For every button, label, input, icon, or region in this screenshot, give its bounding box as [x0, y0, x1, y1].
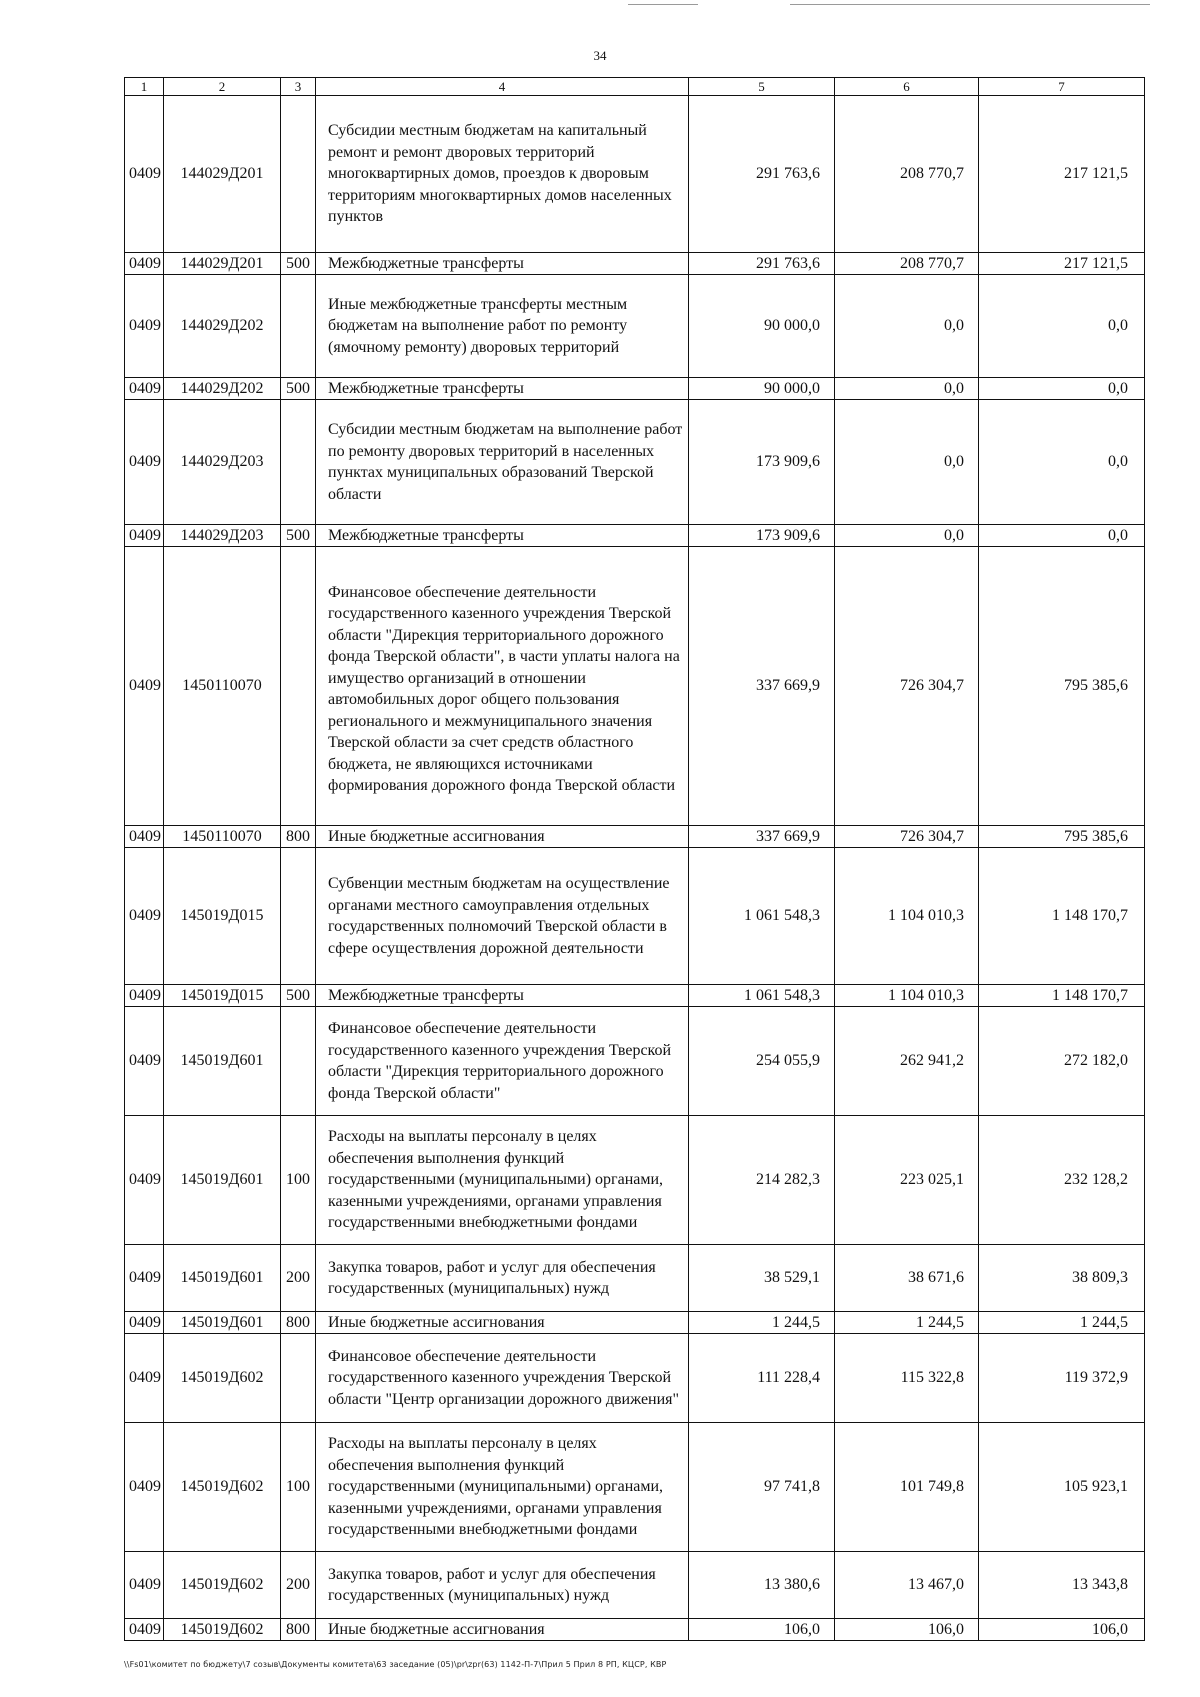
description-cell: Субвенции местным бюджетам на осуществление органами местного самоуправления отдельных государственных полномочий Тверской области в сфере осуществления дорожной деятельности — [316, 848, 689, 985]
amount-year3-cell: 217 121,5 — [979, 96, 1145, 253]
amount-year2-cell: 262 941,2 — [835, 1007, 979, 1116]
amount-year3-cell: 1 148 170,7 — [979, 985, 1145, 1007]
description-cell: Расходы на выплаты персоналу в целях обеспечения выполнения функций государственными (муниципальными) органами, казенными учреждениями, органами управления государственными внебюджетными фондами — [316, 1423, 689, 1552]
target-article-cell: 145019Д602 — [164, 1334, 281, 1423]
target-article-cell: 145019Д602 — [164, 1552, 281, 1619]
amount-year2-cell: 726 304,7 — [835, 547, 979, 826]
description-cell: Финансовое обеспечение деятельности государственного казенного учреждения Тверской области "Дирекция территориального дорожного фонда Тверской области", в части уплаты налога на имущество организаций в отношении автомобильных дорог общего пользования регионального и межмуниципального значения Тверской области за счет средств областного бюджета, не являющихся источниками формирования дорожного фонда Тверской области — [316, 547, 689, 826]
expense-type-cell — [281, 400, 316, 525]
description-cell: Иные бюджетные ассигнования — [316, 826, 689, 848]
amount-year1-cell: 13 380,6 — [689, 1552, 835, 1619]
target-article-cell: 144029Д201 — [164, 253, 281, 275]
description-cell: Закупка товаров, работ и услуг для обеспечения государственных (муниципальных) нужд — [316, 1552, 689, 1619]
scan-artifact-line — [628, 4, 698, 5]
section-code-cell: 0409 — [125, 985, 164, 1007]
target-article-cell: 144029Д203 — [164, 525, 281, 547]
table-row — [125, 1116, 1145, 1245]
amount-year2-cell: 223 025,1 — [835, 1116, 979, 1245]
target-article-cell: 145019Д015 — [164, 848, 281, 985]
expense-type-cell: 200 — [281, 1245, 316, 1312]
target-article-cell: 144029Д203 — [164, 400, 281, 525]
amount-year2-cell: 1 104 010,3 — [835, 848, 979, 985]
header-cell: 6 — [835, 78, 979, 96]
amount-year3-cell: 1 244,5 — [979, 1312, 1145, 1334]
amount-year3-cell: 272 182,0 — [979, 1007, 1145, 1116]
amount-year3-cell: 795 385,6 — [979, 547, 1145, 826]
section-code-cell: 0409 — [125, 826, 164, 848]
expense-type-cell — [281, 547, 316, 826]
amount-year1-cell: 38 529,1 — [689, 1245, 835, 1312]
header-cell: 5 — [689, 78, 835, 96]
amount-year1-cell: 111 228,4 — [689, 1334, 835, 1423]
amount-year1-cell: 1 244,5 — [689, 1312, 835, 1334]
section-code-cell: 0409 — [125, 1245, 164, 1312]
amount-year1-cell: 254 055,9 — [689, 1007, 835, 1116]
amount-year3-cell: 0,0 — [979, 525, 1145, 547]
target-article-cell: 1450110070 — [164, 826, 281, 848]
expense-type-cell — [281, 1007, 316, 1116]
amount-year2-cell: 13 467,0 — [835, 1552, 979, 1619]
target-article-cell: 145019Д602 — [164, 1423, 281, 1552]
target-article-cell: 145019Д601 — [164, 1312, 281, 1334]
section-code-cell: 0409 — [125, 96, 164, 253]
header-row — [125, 78, 1145, 96]
header-cell: 7 — [979, 78, 1145, 96]
amount-year1-cell: 97 741,8 — [689, 1423, 835, 1552]
header-cell: 2 — [164, 78, 281, 96]
amount-year2-cell: 101 749,8 — [835, 1423, 979, 1552]
page-number: 34 — [593, 48, 607, 63]
expense-type-cell — [281, 275, 316, 378]
table-row — [125, 985, 1145, 1007]
table-row — [125, 826, 1145, 848]
amount-year1-cell: 173 909,6 — [689, 400, 835, 525]
table-row — [125, 96, 1145, 253]
amount-year3-cell: 106,0 — [979, 1619, 1145, 1641]
amount-year1-cell: 1 061 548,3 — [689, 985, 835, 1007]
section-code-cell: 0409 — [125, 378, 164, 400]
description-cell: Расходы на выплаты персоналу в целях обеспечения выполнения функций государственными (муниципальными) органами, казенными учреждениями, органами управления государственными внебюджетными фондами — [316, 1116, 689, 1245]
header-cell: 3 — [281, 78, 316, 96]
table-row — [125, 1619, 1145, 1641]
scan-artifact-line — [790, 4, 1150, 5]
description-cell: Иные бюджетные ассигнования — [316, 1619, 689, 1641]
target-article-cell: 145019Д601 — [164, 1245, 281, 1312]
description-cell: Межбюджетные трансферты — [316, 253, 689, 275]
description-cell: Межбюджетные трансферты — [316, 378, 689, 400]
amount-year3-cell: 0,0 — [979, 275, 1145, 378]
amount-year1-cell: 337 669,9 — [689, 547, 835, 826]
section-code-cell: 0409 — [125, 1423, 164, 1552]
description-cell: Субсидии местным бюджетам на выполнение работ по ремонту дворовых территорий в населенных пунктах муниципальных образований Тверской области — [316, 400, 689, 525]
description-cell: Финансовое обеспечение деятельности государственного казенного учреждения Тверской области "Дирекция территориального дорожного фонда Тверской области" — [316, 1007, 689, 1116]
section-code-cell: 0409 — [125, 1619, 164, 1641]
section-code-cell: 0409 — [125, 547, 164, 826]
amount-year2-cell: 106,0 — [835, 1619, 979, 1641]
expense-type-cell — [281, 96, 316, 253]
header-cell: 1 — [125, 78, 164, 96]
target-article-cell: 1450110070 — [164, 547, 281, 826]
table-row — [125, 275, 1145, 378]
table-row — [125, 1312, 1145, 1334]
description-cell: Иные бюджетные ассигнования — [316, 1312, 689, 1334]
amount-year3-cell: 0,0 — [979, 400, 1145, 525]
amount-year1-cell: 90 000,0 — [689, 275, 835, 378]
amount-year3-cell: 119 372,9 — [979, 1334, 1145, 1423]
target-article-cell: 144029Д201 — [164, 96, 281, 253]
amount-year2-cell: 1 104 010,3 — [835, 985, 979, 1007]
amount-year2-cell: 0,0 — [835, 275, 979, 378]
section-code-cell: 0409 — [125, 1116, 164, 1245]
table-row — [125, 848, 1145, 985]
amount-year1-cell: 1 061 548,3 — [689, 848, 835, 985]
amount-year2-cell: 0,0 — [835, 525, 979, 547]
expense-type-cell: 500 — [281, 985, 316, 1007]
expense-type-cell: 500 — [281, 378, 316, 400]
amount-year1-cell: 337 669,9 — [689, 826, 835, 848]
amount-year2-cell: 208 770,7 — [835, 253, 979, 275]
amount-year3-cell: 232 128,2 — [979, 1116, 1145, 1245]
expense-type-cell: 800 — [281, 1312, 316, 1334]
table-row — [125, 1552, 1145, 1619]
description-cell: Закупка товаров, работ и услуг для обеспечения государственных (муниципальных) нужд — [316, 1245, 689, 1312]
amount-year2-cell: 0,0 — [835, 400, 979, 525]
target-article-cell: 144029Д202 — [164, 275, 281, 378]
amount-year3-cell: 0,0 — [979, 378, 1145, 400]
target-article-cell: 145019Д601 — [164, 1007, 281, 1116]
header-cell: 4 — [316, 78, 689, 96]
description-cell: Иные межбюджетные трансферты местным бюджетам на выполнение работ по ремонту (ямочному ремонту) дворовых территорий — [316, 275, 689, 378]
amount-year1-cell: 173 909,6 — [689, 525, 835, 547]
expense-type-cell — [281, 848, 316, 985]
amount-year3-cell: 1 148 170,7 — [979, 848, 1145, 985]
amount-year3-cell: 795 385,6 — [979, 826, 1145, 848]
amount-year1-cell: 90 000,0 — [689, 378, 835, 400]
amount-year2-cell: 115 322,8 — [835, 1334, 979, 1423]
expense-type-cell — [281, 1334, 316, 1423]
amount-year1-cell: 291 763,6 — [689, 253, 835, 275]
table-row — [125, 253, 1145, 275]
amount-year2-cell: 1 244,5 — [835, 1312, 979, 1334]
expense-type-cell: 100 — [281, 1116, 316, 1245]
expense-type-cell: 800 — [281, 1619, 316, 1641]
amount-year3-cell: 105 923,1 — [979, 1423, 1145, 1552]
table-row — [125, 378, 1145, 400]
amount-year2-cell: 208 770,7 — [835, 96, 979, 253]
section-code-cell: 0409 — [125, 1312, 164, 1334]
file-path-footer: \\Fs01\комитет по бюджету\7 созыв\Документы комитета\63 заседание (05)\pr\zpr(63) 1142-П-7\Прил 5 Прил 8 РП, КЦСР, КВР — [124, 1660, 667, 1669]
description-cell: Межбюджетные трансферты — [316, 525, 689, 547]
amount-year1-cell: 214 282,3 — [689, 1116, 835, 1245]
target-article-cell: 145019Д602 — [164, 1619, 281, 1641]
expense-type-cell: 200 — [281, 1552, 316, 1619]
section-code-cell: 0409 — [125, 1552, 164, 1619]
description-cell: Межбюджетные трансферты — [316, 985, 689, 1007]
table-row — [125, 1423, 1145, 1552]
description-cell: Финансовое обеспечение деятельности государственного казенного учреждения Тверской области "Центр организации дорожного движения" — [316, 1334, 689, 1423]
table-row — [125, 525, 1145, 547]
amount-year2-cell: 38 671,6 — [835, 1245, 979, 1312]
section-code-cell: 0409 — [125, 848, 164, 985]
amount-year3-cell: 13 343,8 — [979, 1552, 1145, 1619]
table-row — [125, 400, 1145, 525]
description-cell: Субсидии местным бюджетам на капитальный ремонт и ремонт дворовых территорий многоквартирных домов, проездов к дворовым территориям многоквартирных домов населенных пунктов — [316, 96, 689, 253]
target-article-cell: 145019Д601 — [164, 1116, 281, 1245]
table-row — [125, 547, 1145, 826]
amount-year1-cell: 291 763,6 — [689, 96, 835, 253]
expense-type-cell: 500 — [281, 525, 316, 547]
section-code-cell: 0409 — [125, 1334, 164, 1423]
amount-year1-cell: 106,0 — [689, 1619, 835, 1641]
table-row — [125, 1007, 1145, 1116]
amount-year3-cell: 217 121,5 — [979, 253, 1145, 275]
section-code-cell: 0409 — [125, 400, 164, 525]
table-row — [125, 1245, 1145, 1312]
expense-type-cell: 500 — [281, 253, 316, 275]
section-code-cell: 0409 — [125, 1007, 164, 1116]
section-code-cell: 0409 — [125, 253, 164, 275]
expense-type-cell: 100 — [281, 1423, 316, 1552]
target-article-cell: 144029Д202 — [164, 378, 281, 400]
budget-table — [124, 77, 1145, 1641]
amount-year3-cell: 38 809,3 — [979, 1245, 1145, 1312]
expense-type-cell: 800 — [281, 826, 316, 848]
section-code-cell: 0409 — [125, 275, 164, 378]
section-code-cell: 0409 — [125, 525, 164, 547]
amount-year2-cell: 726 304,7 — [835, 826, 979, 848]
target-article-cell: 145019Д015 — [164, 985, 281, 1007]
amount-year2-cell: 0,0 — [835, 378, 979, 400]
table-row — [125, 1334, 1145, 1423]
